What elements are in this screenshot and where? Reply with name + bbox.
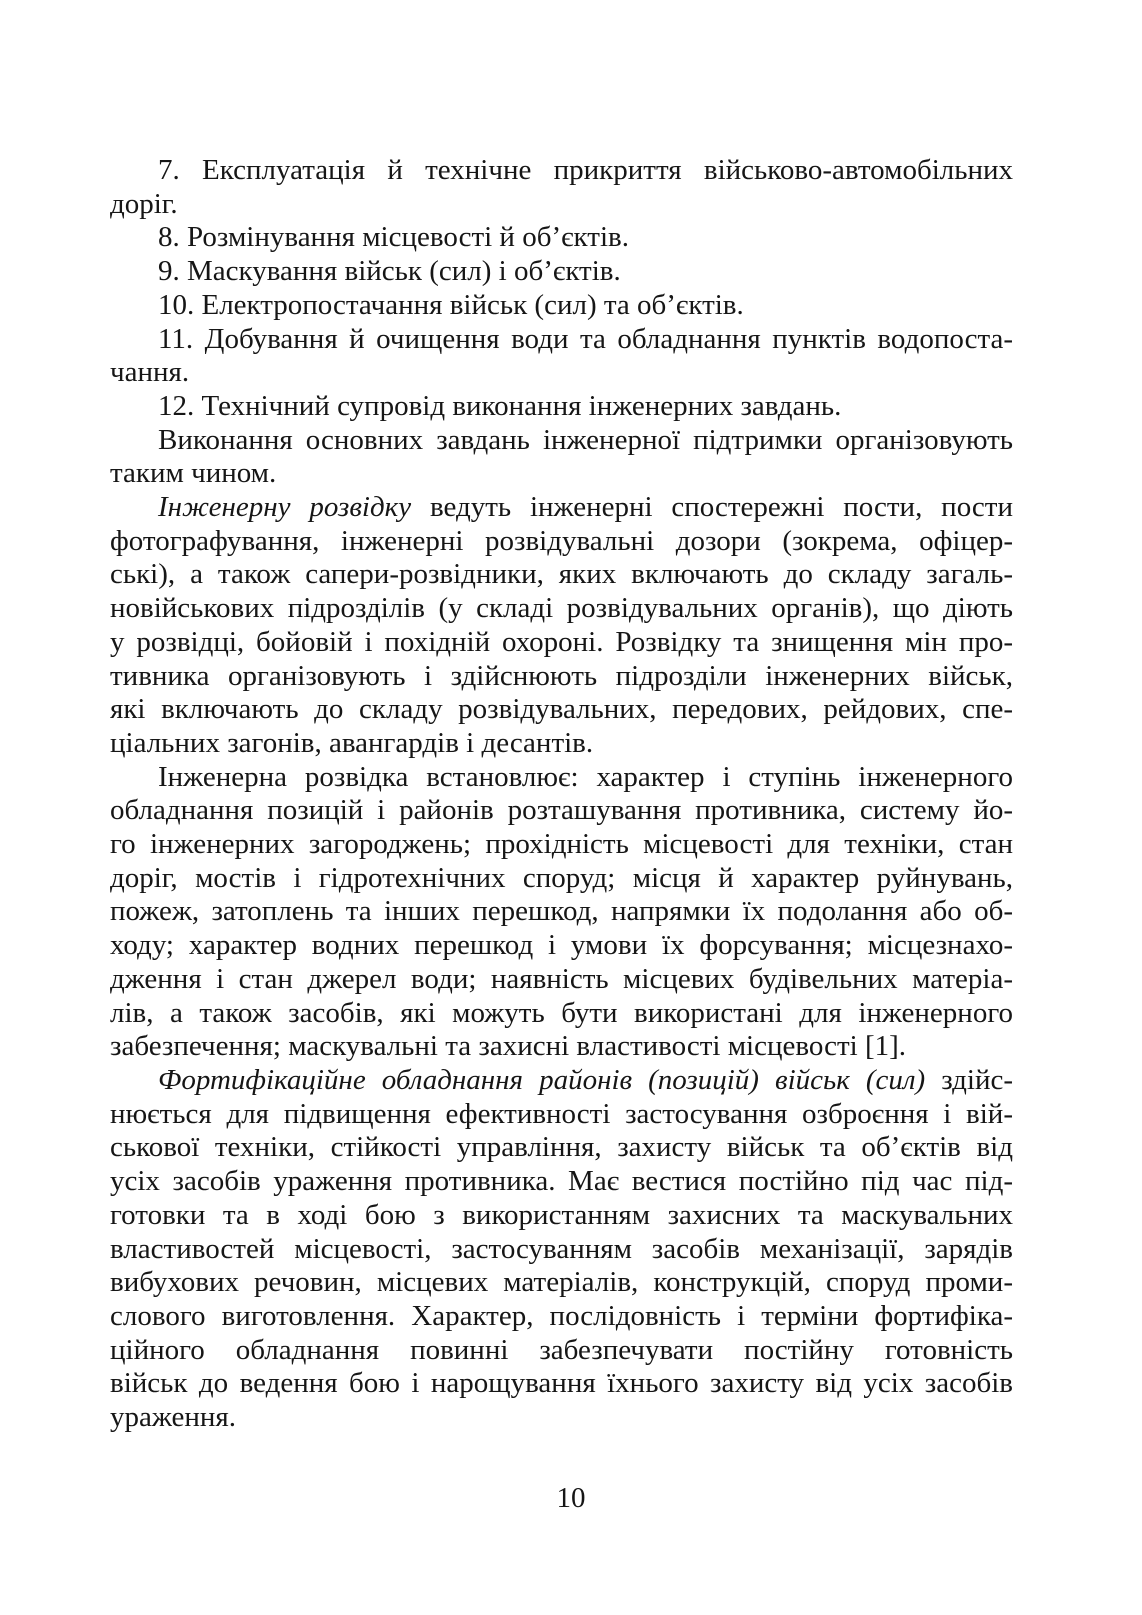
text-line bbox=[110, 1266, 1013, 1300]
text-segment: доріг. bbox=[110, 187, 178, 220]
text-segment: Інженерна розвідка встановлює: характер і ступінь інженерного bbox=[158, 760, 1013, 793]
text-segment: таким чином. bbox=[110, 457, 277, 490]
text-line bbox=[110, 1098, 1013, 1132]
page-number: 10 bbox=[556, 1482, 586, 1514]
text-segment: 12. Технічний супровід виконання інженерних завдань. bbox=[158, 389, 842, 422]
text-line bbox=[110, 1064, 1013, 1098]
text-segment: військ до ведення бою і нарощування їхнього захисту від усіх засобів bbox=[110, 1367, 1013, 1400]
text-line bbox=[110, 660, 1013, 694]
text-line bbox=[110, 1030, 1013, 1064]
text-segment: чання. bbox=[110, 356, 190, 389]
text-line bbox=[110, 424, 1013, 458]
text-line bbox=[110, 828, 1013, 862]
paragraph bbox=[110, 255, 1013, 289]
paragraph bbox=[110, 221, 1013, 255]
text-segment: фотографування, інженерні розвідувальні дозори (зокрема, офіцер- bbox=[110, 524, 1013, 557]
text-segment: нюється для підвищення ефективності застосування озброєння і вій- bbox=[110, 1097, 1013, 1130]
text-segment: доріг, мостів і гідротехнічних споруд; місця й характер руйнувань, bbox=[110, 861, 1013, 894]
text-line bbox=[110, 289, 1013, 323]
text-segment: 11. Добування й очищення води та обладнання пунктів водопоста- bbox=[158, 322, 1013, 355]
text-line bbox=[110, 491, 1013, 525]
text-line bbox=[110, 761, 1013, 795]
text-line bbox=[110, 693, 1013, 727]
footer bbox=[0, 1482, 1142, 1516]
page-text bbox=[110, 154, 1013, 1435]
text-segment: 10. Електропостачання військ (сил) та об’єктів. bbox=[158, 288, 744, 321]
text-line bbox=[110, 1131, 1013, 1165]
text-line bbox=[110, 390, 1013, 424]
text-segment: у розвідці, бойовій і похідній охороні. Розвідку та знищення мін про- bbox=[110, 625, 1013, 658]
text-segment: лів, а також засобів, які можуть бути використані для інженерного bbox=[110, 996, 1013, 1029]
paragraph bbox=[110, 491, 1013, 761]
paragraph bbox=[110, 323, 1013, 390]
text-line bbox=[110, 1300, 1013, 1334]
text-line bbox=[110, 1199, 1013, 1233]
text-segment: Виконання основних завдань інженерної підтримки організовують bbox=[158, 423, 1013, 456]
text-line bbox=[110, 323, 1013, 357]
text-line bbox=[110, 457, 1013, 491]
text-segment: го інженерних загороджень; прохідність місцевості для техніки, стан bbox=[110, 828, 1013, 861]
text-line bbox=[110, 558, 1013, 592]
text-line bbox=[110, 626, 1013, 660]
text-line bbox=[110, 862, 1013, 896]
text-segment: 8. Розмінування місцевості й об’єктів. bbox=[158, 221, 629, 254]
text-line bbox=[110, 188, 1013, 222]
text-segment: 7. Експлуатація й технічне прикриття військово-автомобільних bbox=[158, 154, 1013, 186]
paragraph bbox=[110, 289, 1013, 323]
text-line bbox=[110, 356, 1013, 390]
paragraph bbox=[110, 424, 1013, 491]
text-segment: усіх засобів ураження противника. Має вестися постійно під час під- bbox=[110, 1165, 1013, 1198]
text-segment: вибухових речовин, місцевих матеріалів, конструкцій, споруд проми- bbox=[110, 1266, 1013, 1299]
text-segment: ськової техніки, стійкості управління, захисту військ та об’єктів від bbox=[110, 1131, 1013, 1164]
text-line bbox=[110, 525, 1013, 559]
text-segment: обладнання позицій і районів розташування противника, систему йо- bbox=[110, 794, 1013, 827]
text-line bbox=[110, 1334, 1013, 1368]
text-segment: ходу; характер водних перешкод і умови їх форсування; місцезнахо- bbox=[110, 929, 1013, 962]
text-segment: дження і стан джерел води; наявність місцевих будівельних матеріа- bbox=[110, 962, 1013, 995]
text-segment: ційного обладнання повинні забезпечувати постійну готовність bbox=[110, 1333, 1013, 1366]
text-line bbox=[110, 929, 1013, 963]
text-segment: властивостей місцевості, застосуванням засобів механізації, зарядів bbox=[110, 1232, 1013, 1265]
text-segment: 9. Маскування військ (сил) і об’єктів. bbox=[158, 255, 621, 288]
text-segment: пожеж, затоплень та інших перешкод, напрямки їх подолання або об- bbox=[110, 895, 1013, 928]
text-segment: тивника організовують і здійснюють підрозділи інженерних військ, bbox=[110, 659, 1013, 692]
text-segment: новійськових підрозділів (у складі розвідувальних органів), що діють bbox=[110, 592, 1013, 625]
text-line bbox=[110, 255, 1013, 289]
text-line bbox=[110, 997, 1013, 1031]
text-line bbox=[110, 794, 1013, 828]
paragraph bbox=[110, 761, 1013, 1064]
text-line bbox=[110, 1233, 1013, 1267]
text-line bbox=[110, 1165, 1013, 1199]
text-segment: ведуть інженерні спостережні пости, пости bbox=[411, 491, 1013, 524]
text-segment: які включають до складу розвідувальних, передових, рейдових, спе- bbox=[110, 693, 1013, 726]
text-line bbox=[110, 221, 1013, 255]
text-line bbox=[110, 154, 1013, 188]
text-segment: Фортифікаційне обладнання районів (позицій) військ (сил) bbox=[158, 1063, 926, 1096]
paragraph bbox=[110, 390, 1013, 424]
text-segment: Інженерну розвідку bbox=[158, 491, 412, 524]
text-segment: готовки та в ході бою з використанням захисних та маскувальних bbox=[110, 1198, 1013, 1231]
text-line bbox=[110, 1401, 1013, 1435]
text-line bbox=[110, 895, 1013, 929]
text-segment: здійс- bbox=[925, 1063, 1013, 1096]
paragraph bbox=[110, 1064, 1013, 1435]
text-segment: забезпечення; маскувальні та захисні властивості місцевості [1]. bbox=[110, 1030, 907, 1063]
text-segment: ураження. bbox=[110, 1401, 237, 1434]
text-line bbox=[110, 1367, 1013, 1401]
paragraph bbox=[110, 154, 1013, 221]
text-line bbox=[110, 727, 1013, 761]
text-line bbox=[110, 592, 1013, 626]
text-segment: ціальних загонів, авангардів і десантів. bbox=[110, 726, 594, 759]
text-segment: ські), а також сапери-розвідники, яких включають до складу загаль- bbox=[110, 558, 1013, 591]
text-segment: слового виготовлення. Характер, послідовність і терміни фортифіка- bbox=[110, 1299, 1013, 1332]
text-line bbox=[110, 963, 1013, 997]
